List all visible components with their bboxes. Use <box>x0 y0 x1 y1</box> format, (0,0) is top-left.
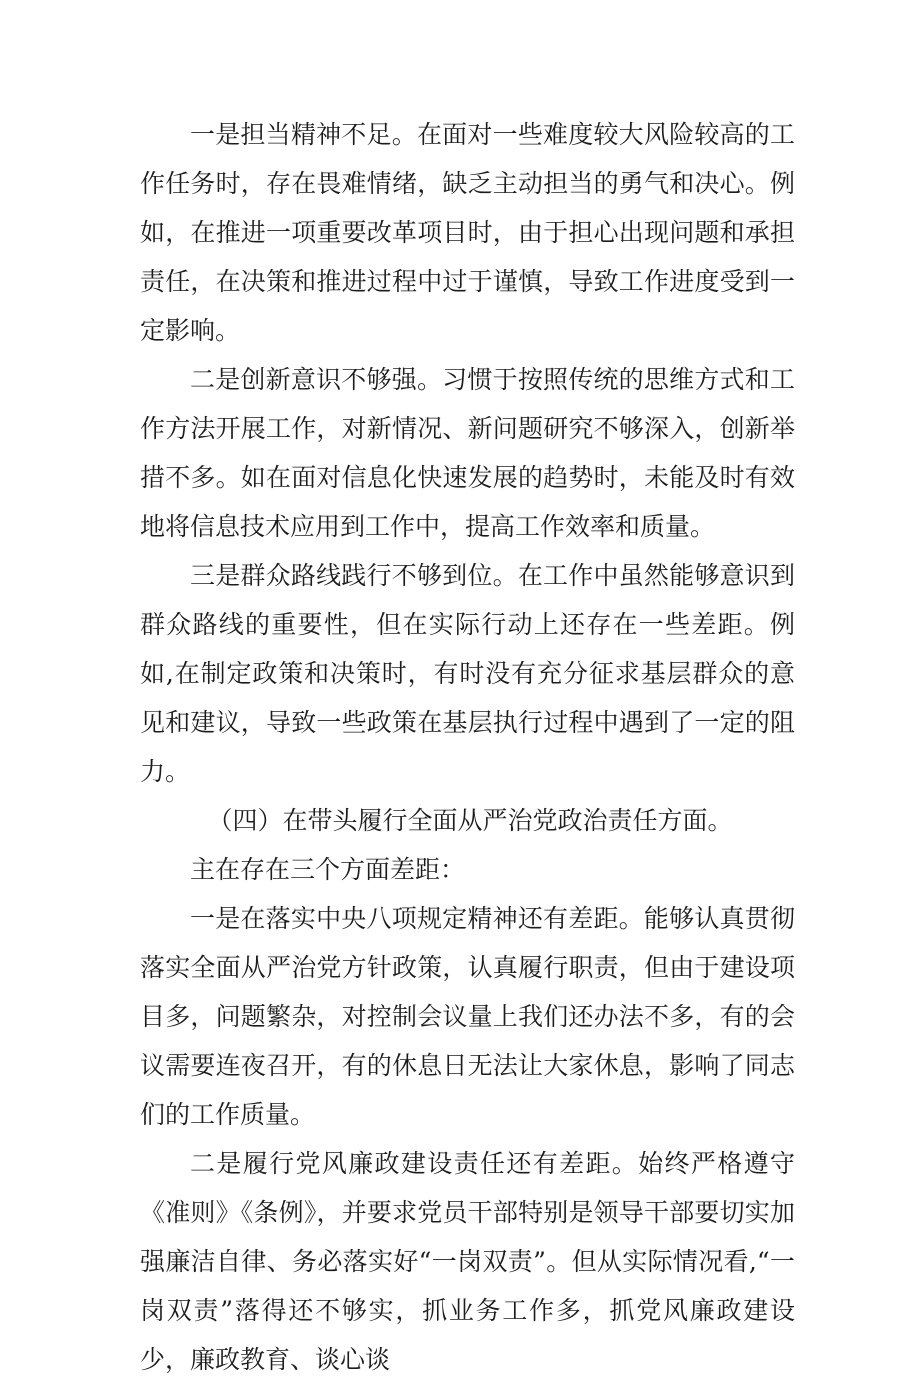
paragraph-clean-governance: 二是履行党风廉政建设责任还有差距。始终严格遵守《准则》《条例》，并要求党员干部特别是领导干部要切实加强廉洁自律、务必落实好“一岗双责”。但从实际情况看,“一岗双责”落得还不够实，抓业务工作多，抓党风廉政建设少，廉政教育、谈心谈 <box>140 1149 795 1374</box>
paragraph-innovation: 二是创新意识不够强。习惯于按照传统的思维方式和工作方法开展工作，对新情况、新问题研究不够深入，创新举措不多。如在面对信息化快速发展的趋势时，未能及时有效地将信息技术应用到工作中，提高工作效率和质量。 <box>140 365 795 541</box>
paragraph-responsibility: 一是担当精神不足。在面对一些难度较大风险较高的工作任务时，存在畏难情绪，缺乏主动担当的勇气和决心。例如，在推进一项重要改革项目时，由于担心出现问题和承担责任，在决策和推进过程中过于谨慎，导致工作进度受到一定影响。 <box>140 120 795 345</box>
paragraph-eight-rules: 一是在落实中央八项规定精神还有差距。能够认真贯彻落实全面从严治党方针政策，认真履行职责，但由于建设项目多，问题繁杂，对控制会议量上我们还办法不多，有的会议需要连夜召开，有的休息日无法让大家休息，影响了同志们的工作质量。 <box>140 904 795 1129</box>
section-heading: （四）在带头履行全面从严治党政治责任方面。 <box>207 806 733 835</box>
section-intro: 主在存在三个方面差距： <box>190 855 466 884</box>
paragraph-mass-line: 三是群众路线践行不够到位。在工作中虽然能够意识到群众路线的重要性，但在实际行动上还存在一些差距。例如,在制定政策和决策时，有时没有充分征求基层群众的意见和建议，导致一些政策在基层执行过程中遇到了一定的阻力。 <box>140 561 795 786</box>
document-body <box>140 110 795 1384</box>
